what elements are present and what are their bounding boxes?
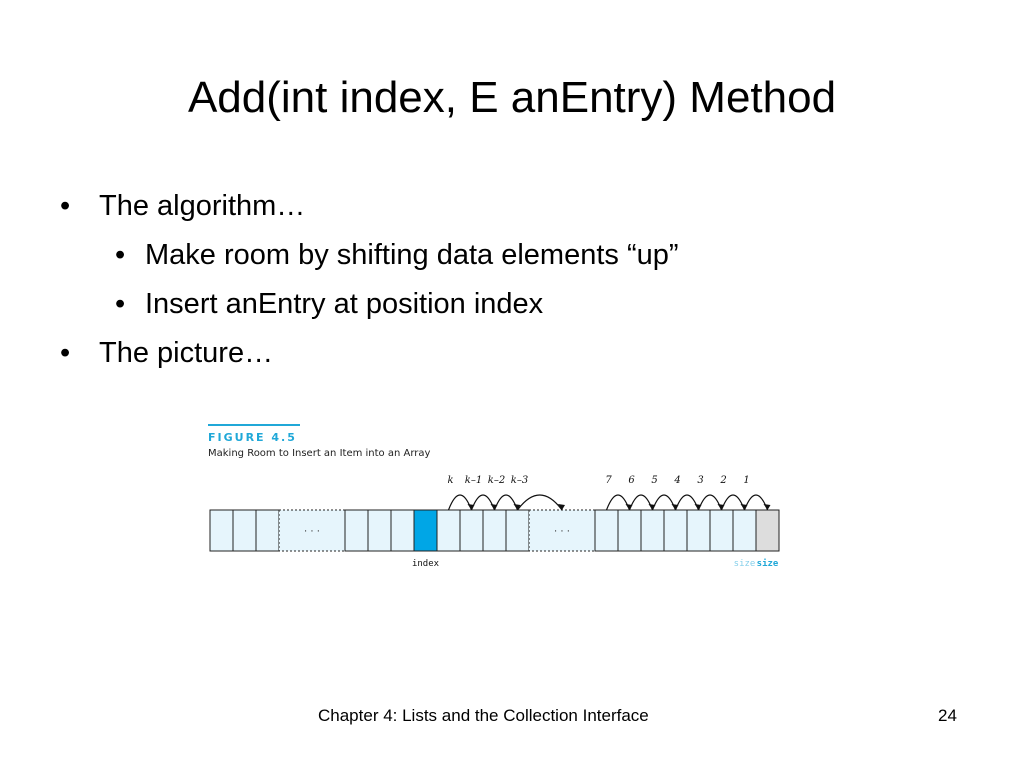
size-label-new: size bbox=[756, 559, 779, 569]
shift-label-left: k–1 bbox=[464, 475, 483, 486]
bullet-dot: • bbox=[60, 337, 71, 369]
shift-arrow bbox=[607, 495, 630, 510]
index-cell bbox=[414, 510, 437, 551]
array-cell bbox=[210, 510, 233, 551]
shift-label-left: k–2 bbox=[487, 475, 506, 486]
bullet-text: Insert anEntry at position index bbox=[145, 288, 544, 320]
array-cell bbox=[460, 510, 483, 551]
array-cell bbox=[733, 510, 756, 551]
bullet-item bbox=[60, 333, 960, 382]
figure-label: FIGURE 4.5 bbox=[208, 431, 297, 444]
shift-arrow bbox=[722, 495, 745, 510]
sub-bullet-item bbox=[60, 235, 960, 284]
footer-text: Chapter 4: Lists and the Collection Interface bbox=[318, 706, 649, 725]
array-insert-figure bbox=[208, 424, 779, 574]
bullet-dot: • bbox=[60, 190, 71, 222]
array-cell bbox=[483, 510, 506, 551]
shift-label-right: 4 bbox=[674, 475, 681, 486]
shift-label-right: 6 bbox=[628, 475, 635, 486]
sub-bullet-item bbox=[60, 284, 960, 333]
array-cell bbox=[256, 510, 279, 551]
shift-arrow bbox=[449, 495, 472, 510]
array-cell bbox=[391, 510, 414, 551]
array-cell bbox=[687, 510, 710, 551]
array-cell bbox=[345, 510, 368, 551]
shift-label-right: 2 bbox=[720, 475, 727, 486]
shift-label-right: 1 bbox=[743, 475, 750, 486]
slide-title: Add(int index, E anEntry) Method bbox=[187, 73, 837, 122]
shift-arrow bbox=[495, 495, 518, 510]
array-cell bbox=[368, 510, 391, 551]
ellipsis-label: · · · bbox=[304, 526, 320, 538]
array-cell bbox=[506, 510, 529, 551]
index-label: index bbox=[411, 559, 440, 569]
shift-label-left: k–3 bbox=[510, 475, 529, 486]
bullet-text: The algorithm… bbox=[99, 190, 306, 222]
figure-caption: Making Room to Insert an Item into an Array bbox=[208, 448, 431, 459]
array-cell bbox=[641, 510, 664, 551]
bullet-item bbox=[60, 186, 960, 235]
array-cell bbox=[664, 510, 687, 551]
bullet-text: The picture… bbox=[99, 337, 274, 369]
shift-label-right: 7 bbox=[605, 475, 612, 486]
shift-arrow bbox=[630, 495, 653, 510]
array-diagram bbox=[208, 424, 779, 574]
array-cell bbox=[595, 510, 618, 551]
shift-arrow bbox=[653, 495, 676, 510]
shift-label-right: 5 bbox=[651, 475, 658, 486]
shift-label-right: 3 bbox=[697, 475, 704, 486]
bullet-dot: • bbox=[115, 239, 126, 271]
array-cell bbox=[710, 510, 733, 551]
page-number: 24 bbox=[938, 706, 957, 725]
shift-arrow bbox=[699, 495, 722, 510]
array-cell bbox=[233, 510, 256, 551]
shift-arrow bbox=[472, 495, 495, 510]
bullet-list bbox=[60, 186, 960, 382]
array-cell bbox=[618, 510, 641, 551]
arrow-head bbox=[764, 504, 771, 510]
array-cell bbox=[437, 510, 460, 551]
shift-arrow bbox=[676, 495, 699, 510]
bullet-text: Make room by shifting data elements “up” bbox=[145, 239, 679, 271]
ellipsis-label: · · · bbox=[554, 526, 570, 538]
bullet-dot: • bbox=[115, 288, 126, 320]
shift-label-left: k bbox=[447, 475, 454, 486]
new-size-cell bbox=[756, 510, 779, 551]
shift-arrow bbox=[518, 495, 563, 510]
shift-arrow bbox=[745, 495, 768, 510]
size-label-old: size bbox=[733, 559, 756, 569]
